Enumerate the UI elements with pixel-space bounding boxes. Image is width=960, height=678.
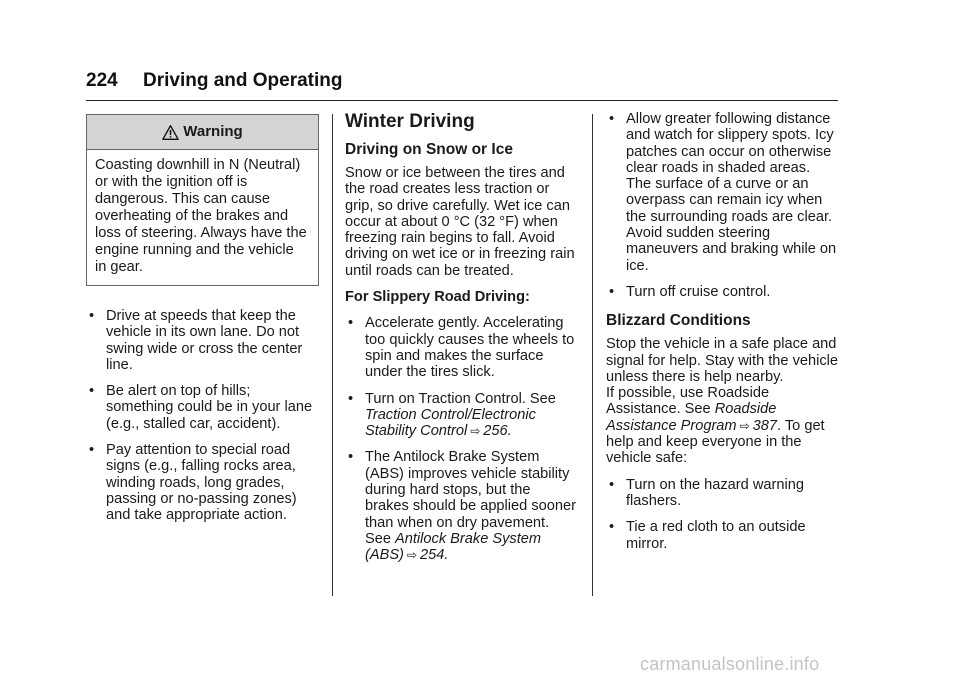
page-header bbox=[86, 70, 343, 92]
snow-ice-paragraph: Snow or ice between the tires and the road creates less traction or grip, so drive carefully. Wet ice can occur at about 0 °C (32 °F) when freezing rain begins to fall. Avoid driving on wet ice or in freezing rain until roads can be treated. bbox=[345, 165, 575, 279]
list-item bbox=[606, 111, 838, 274]
warning-line: in gear. bbox=[95, 259, 143, 275]
list-item bbox=[345, 315, 577, 380]
list-item-text: Drive at speeds that keep the vehicle in its own lane. Do not swing wide or cross the center line. bbox=[106, 308, 303, 373]
column-1 bbox=[86, 114, 319, 534]
list-item-text: Tie a red cloth to an outside mirror. bbox=[626, 519, 806, 552]
page-ref-arrow-icon: ⇨ bbox=[739, 418, 750, 433]
list-item: • The Antilock Brake System (ABS) improves vehicle stability during hard stops, but the brakes should be applied sooner than when on dry pavement. See Antilock Brake System (ABS) ⇨ 254. bbox=[348, 449, 576, 564]
list-item: • Turn on Traction Control. See Traction Control/Electronic Stability Control ⇨ 256. bbox=[348, 390, 556, 440]
warning-line: engine running and the vehicle bbox=[95, 242, 294, 258]
snow-ice-subheading: Driving on Snow or Ice bbox=[345, 141, 513, 158]
warning-line: overheating of the brakes and bbox=[95, 208, 289, 224]
list-item-text: Pay attention to special road signs (e.g., falling rocks area, winding roads, long grades, passing or no-passing zones) and take appropriate action. bbox=[106, 442, 297, 524]
page-ref-arrow-icon: ⇨ bbox=[470, 424, 481, 439]
blizzard-paragraph-1: Stop the vehicle in a safe place and signal for help. Stay with the vehicle unless there is help nearby. bbox=[606, 336, 839, 385]
bullet-marker: • bbox=[348, 390, 354, 407]
bullet-marker: • bbox=[89, 442, 95, 459]
list-item-text: Be alert on top of hills; something could be in your lane (e.g., stalled car, accident). bbox=[106, 383, 313, 432]
warning-header bbox=[87, 115, 318, 150]
bullet-marker: • bbox=[609, 111, 615, 127]
bullet-marker: • bbox=[609, 476, 615, 493]
warning-title: Warning bbox=[183, 122, 243, 140]
blizzard-bullet-list bbox=[606, 477, 838, 552]
blizzard-heading: Blizzard Conditions bbox=[606, 312, 751, 330]
section-title: Driving and Operating bbox=[142, 70, 343, 91]
roadside-assistance-link[interactable]: Roadside Assistance Program bbox=[606, 401, 777, 434]
winter-driving-heading: Winter Driving bbox=[345, 111, 475, 132]
blizzard-paragraph-2 bbox=[606, 385, 838, 466]
list-item bbox=[86, 442, 319, 523]
header-rule bbox=[86, 100, 838, 101]
list-item bbox=[606, 519, 838, 552]
warning-icon bbox=[162, 124, 179, 141]
page-ref-arrow-icon: ⇨ bbox=[406, 548, 417, 563]
list-item bbox=[606, 284, 838, 300]
bullet-marker: • bbox=[89, 308, 95, 324]
list-item bbox=[86, 383, 319, 432]
bullet-marker: • bbox=[609, 519, 615, 536]
page-ref-number[interactable]: 254 bbox=[419, 547, 445, 564]
blizzard-p2-text: If possible, use Roadside Assistance. See bbox=[606, 385, 770, 418]
list-item bbox=[86, 308, 319, 373]
traction-control-link[interactable]: Traction Control/Electronic Stability Control bbox=[365, 406, 536, 440]
warning-line: dangerous. This can cause bbox=[95, 191, 270, 207]
list-item-text: Turn on the hazard warning flashers. bbox=[626, 476, 804, 509]
list-item-text: The Antilock Brake System (ABS) improves vehicle stability during hard stops, but the brakes should be applied sooner than when on dry pavement. See bbox=[365, 449, 576, 547]
list-item-text: Accelerate gently. Accelerating too quickly causes the wheels to spin and makes the surface under the tires slick. bbox=[365, 315, 575, 381]
column-divider-2 bbox=[592, 114, 593, 596]
blizzard-p2-tail: . To get help and keep everyone in the vehicle safe: bbox=[606, 417, 825, 467]
page-ref-number[interactable]: 387 bbox=[752, 417, 778, 434]
warning-body bbox=[87, 150, 318, 285]
column-divider-1 bbox=[332, 114, 333, 596]
warning-line: loss of steering. Always have the bbox=[95, 225, 307, 241]
abs-link[interactable]: Antilock Brake System (ABS) bbox=[365, 530, 542, 564]
column-3 bbox=[606, 111, 838, 562]
page-ref-number[interactable]: 256 bbox=[483, 423, 508, 440]
warning-box bbox=[86, 114, 319, 286]
list-item-text: Turn on Traction Control. See bbox=[365, 390, 556, 407]
bullet-marker: • bbox=[348, 449, 354, 466]
warning-line: or with the ignition off is bbox=[95, 174, 248, 190]
list-item-text: Turn off cruise control. bbox=[626, 283, 771, 300]
bullet-marker: • bbox=[348, 315, 354, 332]
column-2 bbox=[345, 111, 577, 574]
left-bullet-list bbox=[86, 308, 319, 524]
slippery-road-heading: For Slippery Road Driving: bbox=[345, 289, 530, 306]
watermark: carmanualsonline.info bbox=[640, 654, 820, 674]
page-number: 224 bbox=[86, 70, 118, 91]
list-item-text: Allow greater following distance and watch for slippery spots. Icy patches can occur on otherwise clear roads in shaded areas. The surface of a curve or an overpass can remain icy when the surrounding roads are clear. Avoid sudden steering maneuvers and braking while on ice. bbox=[626, 111, 837, 274]
warning-line: Coasting downhill in N (Neutral) bbox=[95, 157, 301, 173]
slippery-bullet-list bbox=[345, 315, 577, 563]
right-bullet-list bbox=[606, 111, 838, 300]
list-item bbox=[606, 477, 838, 510]
bullet-marker: • bbox=[89, 383, 95, 400]
bullet-marker: • bbox=[609, 283, 615, 300]
